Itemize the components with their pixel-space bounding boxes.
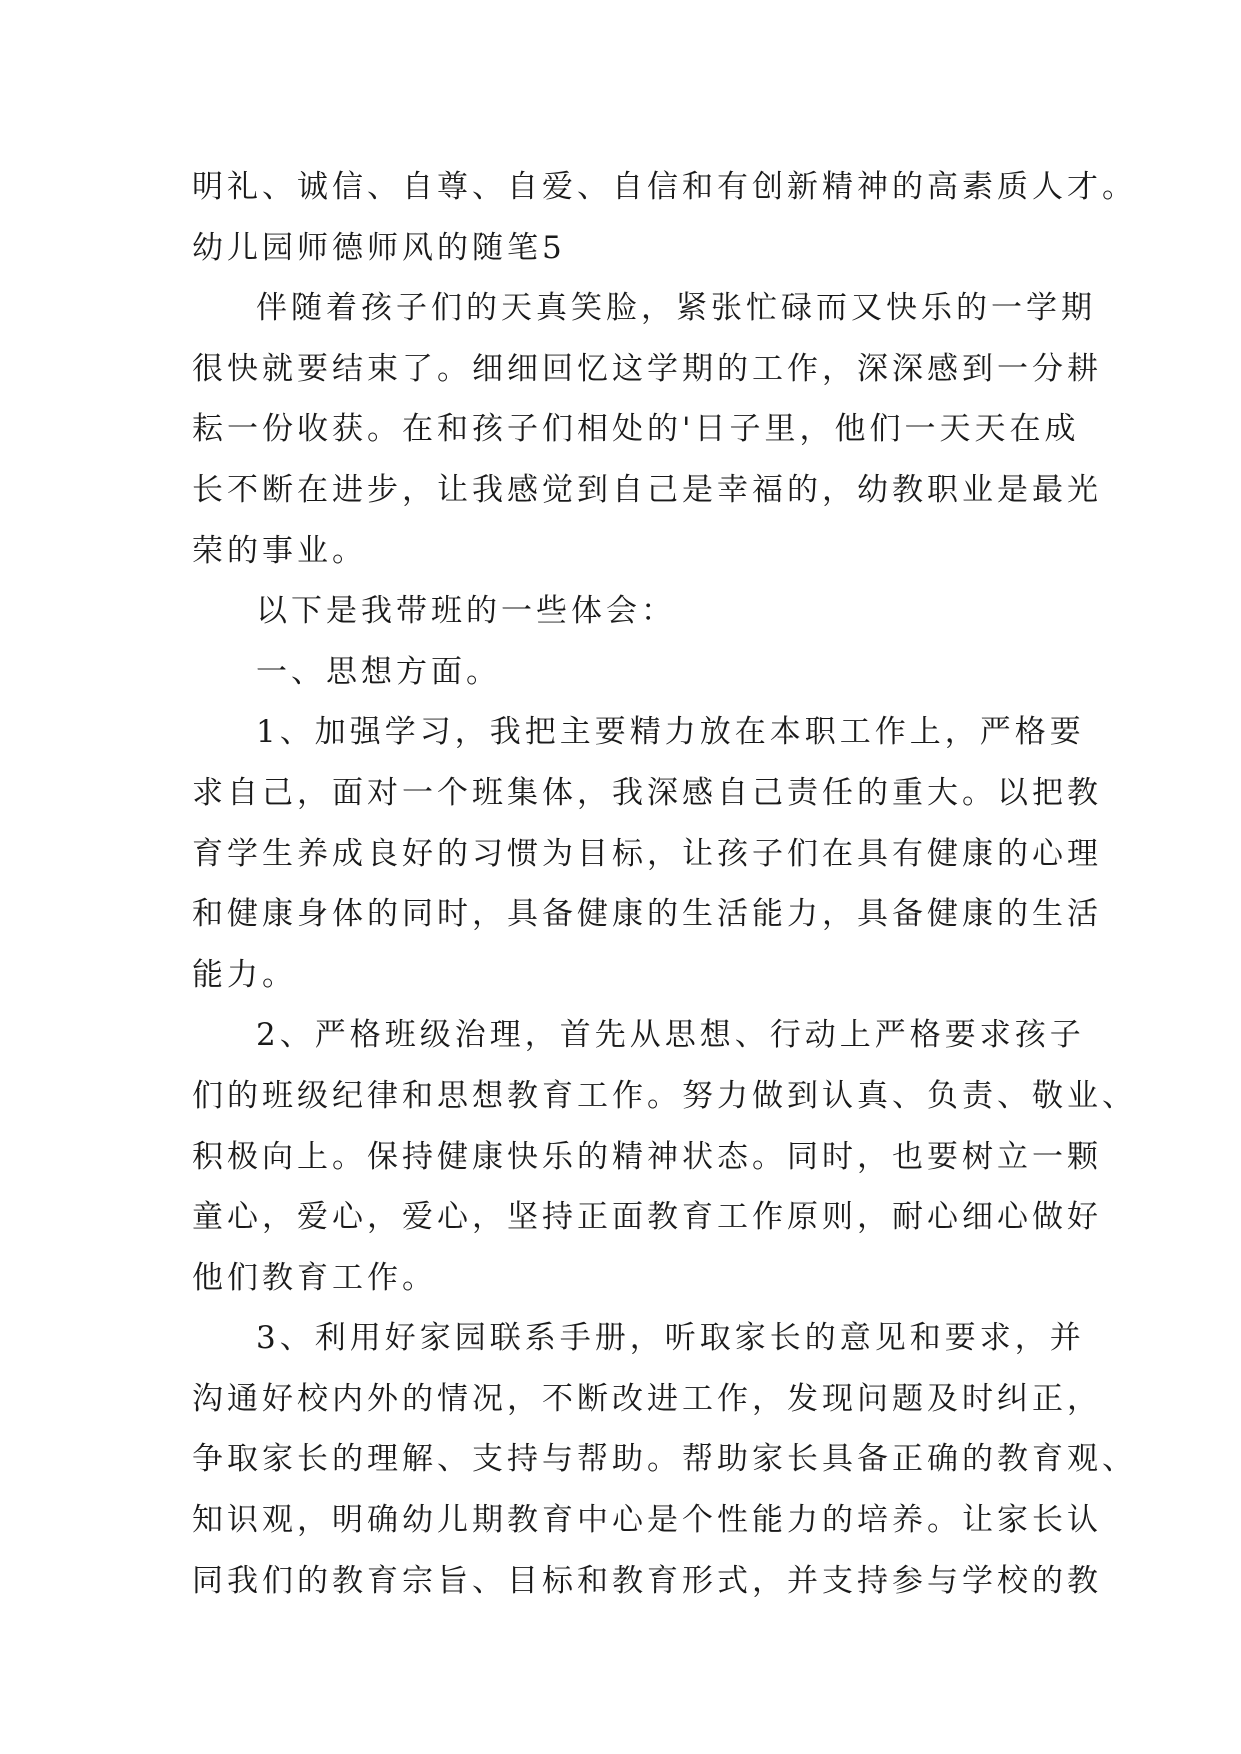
text-line: 他们教育工作。 xyxy=(192,1259,437,1296)
text-line: 2、严格班级治理，首先从思想、行动上严格要求孩子 xyxy=(256,1017,1085,1054)
text-line: 长不断在进步，让我感觉到自己是幸福的，幼教职业是最光 xyxy=(192,471,1102,508)
document-body xyxy=(192,157,1137,1611)
text-line: 们的班级纪律和思想教育工作。努力做到认真、负责、敬业、 xyxy=(192,1077,1137,1114)
text-line: 争取家长的理解、支持与帮助。帮助家长具备正确的教育观、 xyxy=(192,1441,1137,1478)
text-line: 同我们的教育宗旨、目标和教育形式，并支持参与学校的教 xyxy=(192,1562,1102,1599)
text-line: 伴随着孩子们的天真笑脸，紧张忙碌而又快乐的一学期 xyxy=(256,290,1096,327)
text-line: 积极向上。保持健康快乐的精神状态。同时，也要树立一颗 xyxy=(192,1138,1102,1175)
text-line: 育学生养成良好的习惯为目标，让孩子们在具有健康的心理 xyxy=(192,835,1102,872)
text-line: 知识观，明确幼儿期教育中心是个性能力的培养。让家长认 xyxy=(192,1502,1102,1539)
text-line: 沟通好校内外的情况，不断改进工作，发现问题及时纠正， xyxy=(192,1380,1102,1417)
text-line: 荣的事业。 xyxy=(192,532,367,569)
text-line: 能力。 xyxy=(192,956,297,993)
text-line: 明礼、诚信、自尊、自爱、自信和有创新精神的高素质人才。 xyxy=(192,169,1137,205)
text-line: 以下是我带班的一些体会： xyxy=(256,593,676,630)
text-line: 和健康身体的同时，具备健康的生活能力，具备健康的生活 xyxy=(192,896,1102,933)
text-line: 一、思想方面。 xyxy=(256,653,501,690)
text-line: 很快就要结束了。细细回忆这学期的工作，深深感到一分耕 xyxy=(192,350,1102,387)
text-line: 耘一份收获。在和孩子们相处的'日子里，他们一天天在成 xyxy=(192,411,1080,448)
text-line: 童心，爱心，爱心，坚持正面教育工作原则，耐心细心做好 xyxy=(192,1199,1102,1236)
text-line: 求自己，面对一个班集体，我深感自己责任的重大。以把教 xyxy=(192,774,1102,811)
text-line: 1、加强学习，我把主要精力放在本职工作上，严格要 xyxy=(256,714,1085,751)
section-heading: 幼儿园师德师风的随笔5 xyxy=(192,229,566,266)
text-line: 3、利用好家园联系手册，听取家长的意见和要求，并 xyxy=(256,1320,1085,1357)
